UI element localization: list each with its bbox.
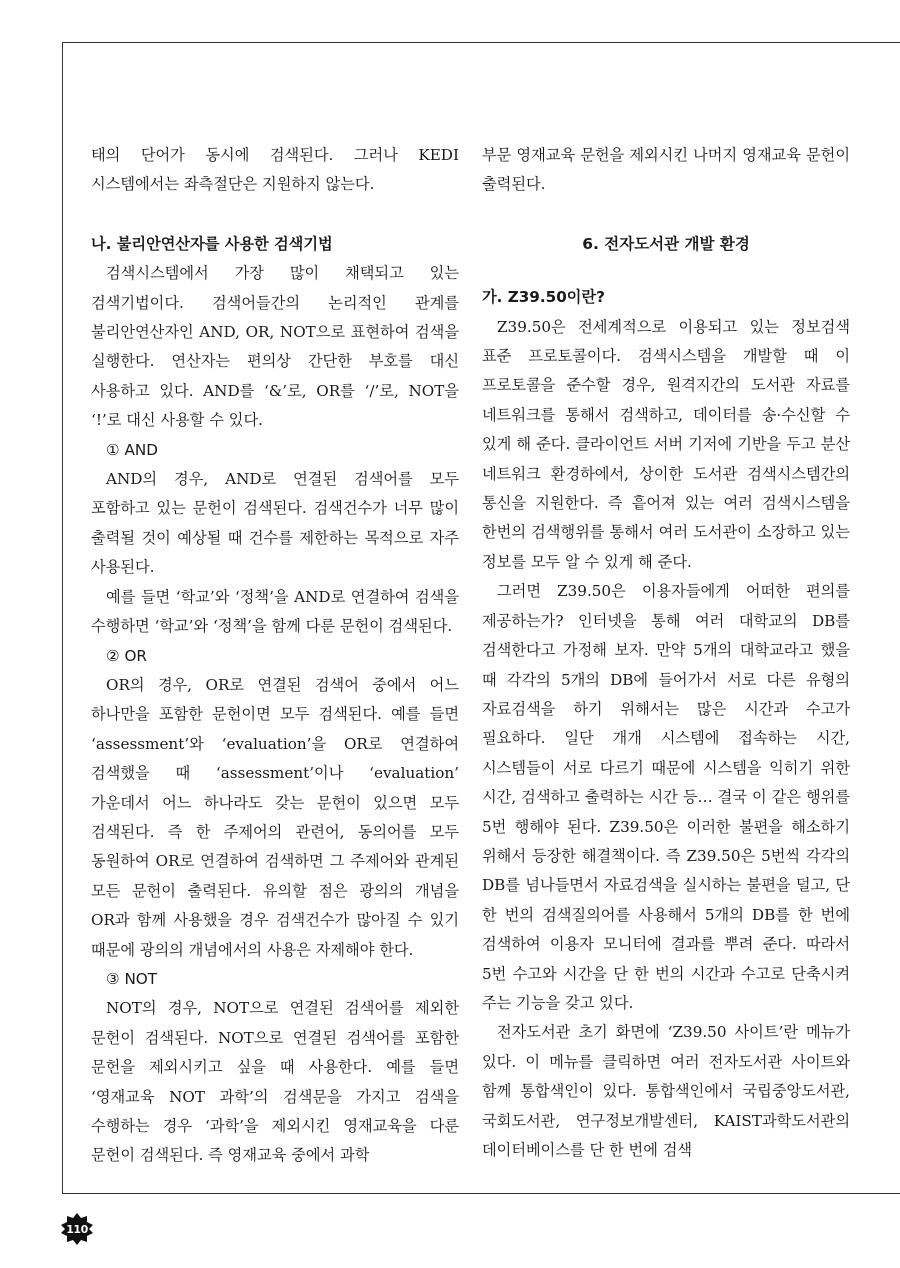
section-heading-boolean: 나. 불리안연산자를 사용한 검색기법: [91, 234, 333, 253]
continued-paragraph-right: 부문 영재교육 문헌을 제외시킨 나머지 영재교육 문헌이 출력된다.: [482, 146, 850, 194]
item-label-and: ① AND: [106, 440, 158, 459]
paragraph-z3950-3: 전자도서관 초기 화면에 ‘Z39.50 사이트’란 메뉴가 있다. 이 메뉴를 클릭하면 여러 전자도서관 사이트와 함께 통합색인이 있다. 통합색인에서 국립중앙도서관, 국회도서관, 연구정보개발센터, KAIST과학도서관의 데이터베이스를 단 한 번에 검색: [482, 1023, 850, 1159]
left-column: [91, 141, 459, 1171]
page-number: 110: [66, 1222, 88, 1236]
paragraph-z3950-2: 그러면 Z39.50은 이용자들에게 어떠한 편의를 제공하는가? 인터넷을 통해 여러 대학교의 DB를 검색한다고 가정해 보자. 만약 5개의 대학교라고 했을 때 각각의 5개의 DB에 들어가서 서로 다른 유형의 자료검색을 하기 위해서는 많은 시간과 수고가 필요하다. 일단 개개 시스템에 접속하는 시간, 시스템들이 서로 다르기 때문에 시스템을 익히기 위한 시간, 검색하고 출력하는 시간 등… 결국 이 같은 행위를 5번 행해야 된다. Z39.50은 이러한 불편을 해소하기 위해서 등장한 해결책이다. 즉 Z39.50은 5번씩 각각의 DB를 넘나들면서 자료검색을 실시하는 불편을 덜고, 단 한 번의 검색질의어를 사용해서 5개의 DB를 한 번에 검색하여 이용자 모니터에 결과를 뿌려 준다. 따라서 5번 수고와 시간을 단 한 번의 시간과 수고로 단축시켜 주는 기능을 갖고 있다.: [482, 582, 850, 1012]
item-label-not: ③ NOT: [106, 969, 158, 988]
paragraph-and-1: AND의 경우, AND로 연결된 검색어를 모두 포함하고 있는 문헌이 검색된다. 검색건수가 너무 많이 출력될 것이 예상될 때 건수를 제한하는 목적으로 자주 사용된다.: [91, 470, 459, 577]
continued-paragraph: 태의 단어가 동시에 검색된다. 그러나 KEDI 시스템에서는 좌측절단은 지원하지 않는다.: [91, 146, 459, 194]
paragraph-boolean-intro: 검색시스템에서 가장 많이 채택되고 있는 검색기법이다. 검색어들간의 논리적인 관계를 불리안연산자인 AND, OR, NOT으로 표현하여 검색을 실행한다. 연산자는 편의상 간단한 부호를 대신 사용하고 있다. AND를 ‘&’로, OR를 ‘/’로, NOT을 ‘!’로 대신 사용할 수 있다.: [91, 264, 459, 430]
page-number-badge: [60, 1212, 94, 1246]
section-heading-digital-library: 6. 전자도서관 개발 환경: [582, 234, 750, 253]
top-rule: [62, 42, 900, 43]
paragraph-or: OR의 경우, OR로 연결된 검색어 중에서 어느 하나만을 포함한 문헌이면 모두 검색된다. 예를 들면 ‘assessment’와 ‘evaluation’을 OR로 연결하여 검색했을 때 ‘assessment’이나 ‘evaluation’ 가운데서 어느 하나라도 갖는 문헌이 있으면 모두 검색된다. 즉 한 주제어의 관련어, 동의어를 모두 동원하여 OR로 연결하여 검색하면 그 주제어와 관계된 모든 문헌이 출력된다. 유의할 점은 광의의 개념을 OR과 함께 사용했을 경우 검색건수가 많아질 수 있기 때문에 광의의 개념에서의 사용은 자제해야 한다.: [91, 675, 459, 959]
bottom-rule: [62, 1193, 900, 1194]
item-label-or: ② OR: [106, 646, 147, 665]
subsection-heading-z3950: 가. Z39.50이란?: [482, 288, 605, 307]
paragraph-z3950-1: Z39.50은 전세계적으로 이용되고 있는 정보검색 표준 프로토콜이다. 검색시스템을 개발할 때 이 프로토콜을 준수할 경우, 원격지간의 도서관 자료를 네트워크를 통해서 검색하고, 데이터를 송·수신할 수 있게 해 준다. 클라이언트 서버 기저에 기반을 두고 분산 네트워크 환경하에서, 상이한 도서관 검색시스템간의 통신을 지원한다. 즉 흩어져 있는 여러 검색시스템을 한번의 검색행위를 통해서 여러 도서관이 소장하고 있는 정보를 모두 알 수 있게 해 준다.: [482, 317, 850, 571]
right-column: [482, 141, 850, 1165]
left-rule: [62, 42, 63, 1193]
paragraph-not: NOT의 경우, NOT으로 연결된 검색어를 제외한 문헌이 검색된다. NOT으로 연결된 검색어를 포함한 문헌을 제외시키고 싶을 때 사용한다. 예를 들면 ‘영재교육 NOT 과학’의 검색문을 가지고 검색을 수행하는 경우 ‘과학’을 제외시킨 영재교육을 다룬 문헌이 검색된다. 즉 영재교육 중에서 과학: [91, 999, 459, 1165]
paragraph-and-2: 예를 들면 ‘학교’와 ‘정책’을 AND로 연결하여 검색을 수행하면 ‘학교’와 ‘정책’을 함께 다룬 문헌이 검색된다.: [91, 587, 459, 636]
